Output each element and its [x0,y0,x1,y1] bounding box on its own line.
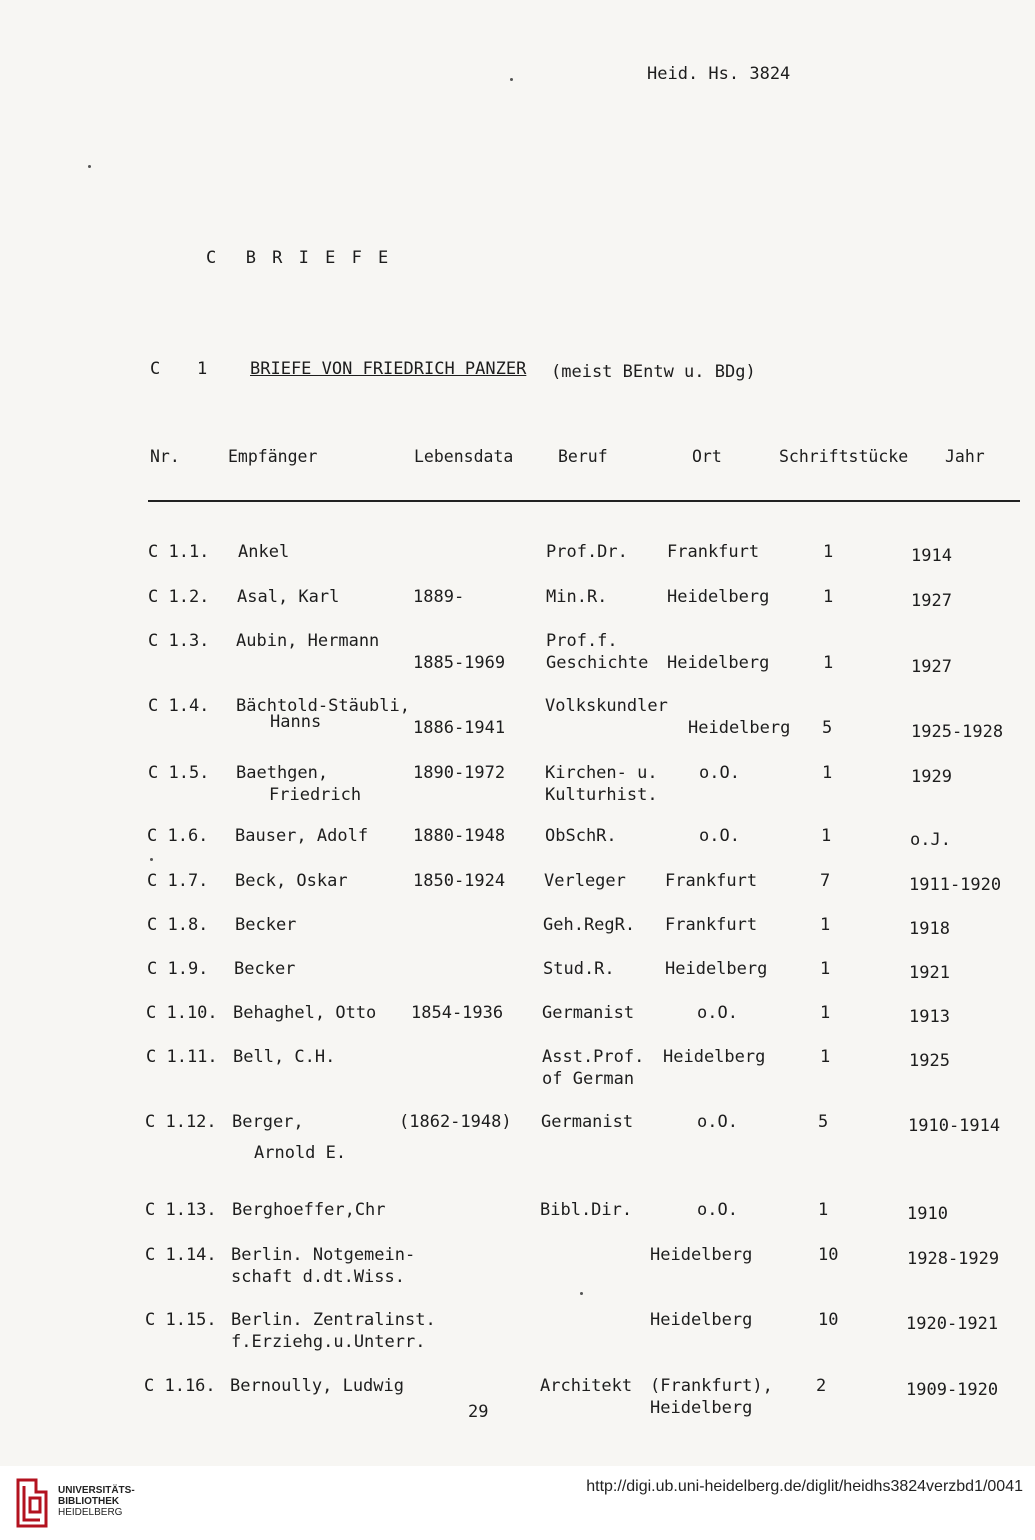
row-number: C 1.16. [144,1376,216,1396]
row-place: o.O. [699,763,740,783]
row-year: 1909-1920 [906,1380,999,1400]
row-profession: Geschichte [546,653,649,673]
row-number: C 1.1. [148,542,210,562]
row-number: C 1.15. [145,1310,217,1330]
scan-speck [150,858,153,861]
row-place: Heidelberg [663,1047,766,1067]
row-number: C 1.5. [148,763,210,783]
row-profession: Kulturhist. [545,785,658,805]
row-place: Frankfurt [667,542,760,562]
row-year: 1913 [909,1007,950,1027]
col-header-ort: Ort [692,447,722,466]
row-number: C 1.10. [146,1003,218,1023]
row-profession: Stud.R. [543,959,615,979]
row-document-count: 5 [818,1112,829,1132]
row-recipient: Bernoully, Ludwig [230,1376,404,1396]
row-place: o.O. [697,1112,738,1132]
row-recipient: Asal, Karl [237,587,340,607]
row-profession: of German [542,1069,635,1089]
row-document-count: 7 [820,871,831,891]
row-year: 1911-1920 [909,875,1002,895]
row-year: o.J. [910,830,951,850]
row-document-count: 1 [823,542,834,562]
row-lifedates: 1885-1969 [413,653,506,673]
subsection-prefix: C [150,359,161,379]
subsection-note: (meist BEntw u. BDg) [551,362,756,382]
row-profession: Bibl.Dir. [540,1200,633,1220]
row-profession: Prof.Dr. [546,542,628,562]
row-document-count: 1 [822,763,833,783]
library-name [58,1485,135,1518]
col-header-schriftstuecke: Schriftstücke [779,447,909,466]
row-recipient: Becker [235,915,297,935]
scan-speck [510,78,513,81]
row-number: C 1.4. [148,696,210,716]
row-profession: Germanist [541,1112,634,1132]
row-recipient: Behaghel, Otto [233,1003,377,1023]
row-profession: Architekt [540,1376,633,1396]
row-document-count: 10 [818,1310,839,1330]
row-recipient: Aubin, Hermann [236,631,380,651]
row-lifedates: 1850-1924 [413,871,506,891]
row-place: Heidelberg [650,1310,753,1330]
col-header-jahr: Jahr [945,447,985,466]
row-year: 1910-1914 [908,1116,1001,1136]
library-line: UNIVERSITÄTS- [58,1485,135,1496]
permalink-url[interactable]: http://digi.ub.uni-heidelberg.de/diglit/heidhs3824verzbd1/0041 [586,1478,1023,1495]
row-year: 1929 [911,767,952,787]
subsection-title: BRIEFE VON FRIEDRICH PANZER [250,359,527,379]
row-document-count: 1 [823,653,834,673]
row-recipient: schaft d.dt.Wiss. [231,1267,405,1287]
row-recipient: Hanns [270,712,322,732]
row-document-count: 2 [816,1376,827,1396]
row-place: o.O. [697,1200,738,1220]
row-number: C 1.13. [145,1200,217,1220]
shelfmark: Heid. Hs. 3824 [647,64,791,84]
row-place: Heidelberg [665,959,768,979]
row-profession: Kirchen- u. [545,763,658,783]
row-place: Heidelberg [667,587,770,607]
scan-speck [88,165,91,168]
row-document-count: 1 [823,587,834,607]
university-library-logo-icon [12,1476,52,1530]
library-line: HEIDELBERG [58,1507,123,1518]
row-recipient: Becker [234,959,296,979]
row-year: 1927 [911,591,952,611]
row-number: C 1.9. [147,959,209,979]
row-profession: Prof.f. [546,631,618,651]
scan-speck [580,1292,583,1295]
row-lifedates: 1889- [413,587,465,607]
row-recipient: Berghoeffer,Chr [232,1200,386,1220]
page-number: 29 [468,1402,489,1422]
col-header-lebensdata: Lebensdata [414,447,514,466]
row-year: 1914 [911,546,952,566]
row-profession: Germanist [542,1003,635,1023]
section-title: C B R I E F E [206,248,392,268]
row-year: 1921 [909,963,950,983]
row-document-count: 1 [818,1200,829,1220]
col-header-empfaenger: Empfänger [228,447,318,466]
row-place: Heidelberg [650,1245,753,1265]
row-number: C 1.6. [147,826,209,846]
row-lifedates: 1890-1972 [413,763,506,783]
row-year: 1925 [909,1051,950,1071]
row-recipient: Bauser, Adolf [235,826,369,846]
row-lifedates: 1880-1948 [413,826,506,846]
viewer-footer [0,1466,1035,1540]
row-document-count: 1 [821,826,832,846]
row-document-count: 1 [820,959,831,979]
row-profession: Verleger [544,871,626,891]
row-lifedates: 1886-1941 [413,718,506,738]
row-place: Heidelberg [688,718,791,738]
row-place: Frankfurt [665,915,758,935]
row-number: C 1.3. [148,631,210,651]
row-number: C 1.7. [147,871,209,891]
row-profession: Volkskundler [545,696,668,716]
library-line: BIBLIOTHEK [58,1496,120,1507]
row-profession: ObSchR. [545,826,617,846]
row-recipient: Arnold E. [254,1143,347,1163]
row-profession: Asst.Prof. [542,1047,645,1067]
row-number: C 1.12. [145,1112,217,1132]
row-profession: Min.R. [546,587,608,607]
row-year: 1918 [909,919,950,939]
row-document-count: 1 [820,915,831,935]
row-recipient: Berger, [232,1112,304,1132]
row-document-count: 5 [822,718,833,738]
row-document-count: 1 [820,1047,831,1067]
row-document-count: 1 [820,1003,831,1023]
row-number: C 1.8. [147,915,209,935]
row-recipient: Baethgen, [236,763,329,783]
header-rule [148,500,1020,502]
col-header-beruf: Beruf [558,447,608,466]
row-place: (Frankfurt), [650,1376,773,1396]
row-year: 1920-1921 [906,1314,999,1334]
row-document-count: 10 [818,1245,839,1265]
row-number: C 1.2. [148,587,210,607]
row-number: C 1.14. [145,1245,217,1265]
row-recipient: Berlin. Zentralinst. [231,1310,436,1330]
row-place: o.O. [697,1003,738,1023]
row-place: Frankfurt [665,871,758,891]
row-place: o.O. [699,826,740,846]
row-recipient: Bell, C.H. [233,1047,336,1067]
row-recipient: Beck, Oskar [235,871,348,891]
row-recipient: Bächtold-Stäubli, [236,696,410,716]
row-recipient: Berlin. Notgemein- [231,1245,416,1265]
row-year: 1927 [911,657,952,677]
row-recipient: f.Erziehg.u.Unterr. [231,1332,426,1352]
row-recipient: Ankel [238,542,290,562]
row-year: 1928-1929 [907,1249,1000,1269]
row-year: 1925-1928 [911,722,1004,742]
row-recipient: Friedrich [269,785,362,805]
subsection-number: 1 [197,359,208,379]
row-place: Heidelberg [650,1398,753,1418]
row-profession: Geh.RegR. [543,915,636,935]
row-lifedates: (1862-1948) [399,1112,512,1132]
col-header-nr: Nr. [150,447,180,466]
row-year: 1910 [907,1204,948,1224]
row-lifedates: 1854-1936 [411,1003,504,1023]
row-number: C 1.11. [146,1047,218,1067]
row-place: Heidelberg [667,653,770,673]
